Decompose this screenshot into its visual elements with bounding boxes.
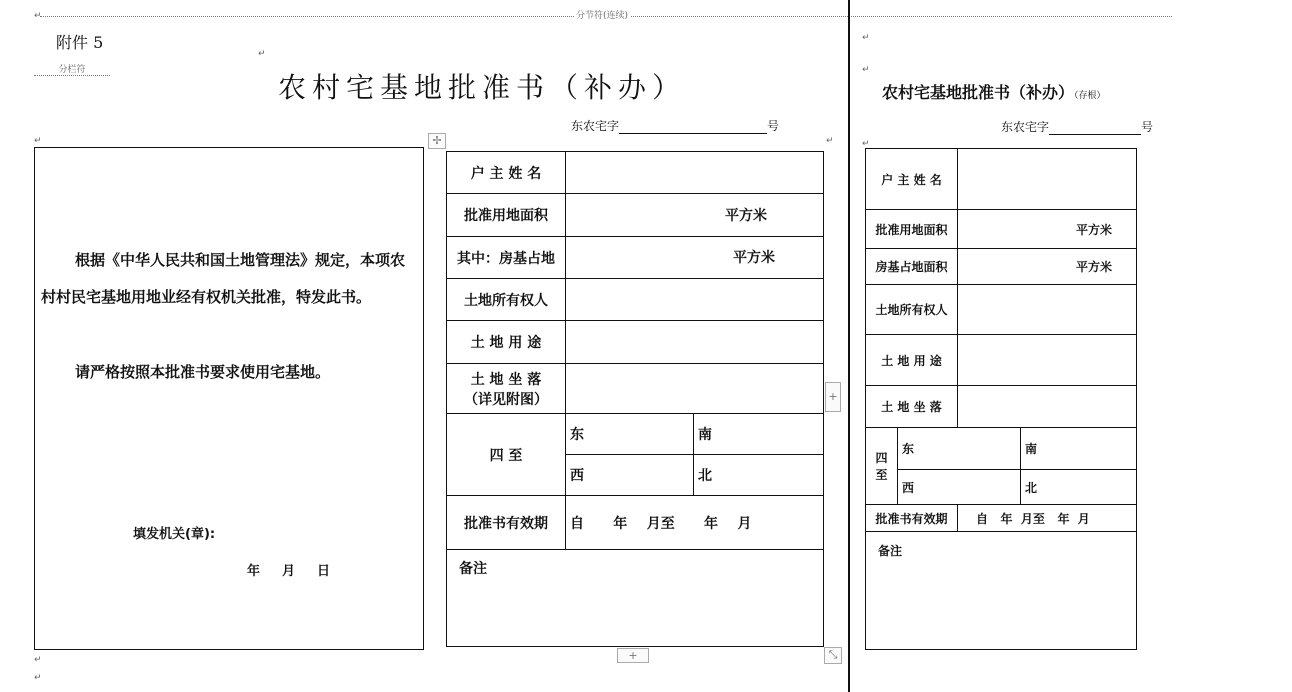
land-use-value[interactable] [566, 321, 824, 364]
approved-area-label: 批准用地面积 [447, 194, 566, 237]
land-location-note: （详见附图） [464, 391, 548, 408]
column-break-marker: 分栏符 [34, 62, 110, 76]
land-owner-label: 土地所有权人 [447, 279, 566, 321]
table-resize-icon[interactable]: ⤡ [824, 647, 842, 664]
stub-cert-prefix: 东农宅字 [1001, 120, 1050, 134]
stub-title-text: 农村宅基地批准书（补办） [882, 83, 1075, 102]
stub-remarks-cell[interactable] [866, 532, 1137, 650]
stub-table [865, 148, 1137, 650]
paragraph-mark: ↵ [826, 136, 834, 146]
land-use-label: 土 地 用 途 [447, 321, 566, 364]
stub-certificate-number-line [1001, 118, 1153, 135]
cert-prefix: 东农宅字 [571, 119, 620, 133]
cert-suffix: 号 [767, 119, 780, 133]
stub-south-boundary-cell[interactable] [1021, 428, 1137, 470]
stub-validity-value[interactable]: 自 年 月至 年 月 [958, 505, 1137, 532]
table-move-handle-icon[interactable]: ✢ [428, 133, 446, 149]
stub-west-label: 西 [902, 480, 915, 495]
stub-land-owner-value[interactable] [958, 285, 1137, 335]
issue-date-line [247, 560, 352, 579]
land-location-title: 土 地 坐 落 [470, 371, 542, 388]
stub-owner-name-label: 户 主 姓 名 [866, 149, 958, 210]
paragraph-mark: ↵ [862, 139, 870, 149]
stub-east-boundary-cell[interactable] [898, 428, 1021, 470]
house-footprint-unit[interactable]: 平方米 [566, 237, 824, 279]
instruction-paragraph: 请严格按照本批准书要求使用宅基地。 [75, 363, 331, 381]
paragraph-mark: ↵ [34, 11, 42, 21]
west-label: 西 [570, 468, 584, 484]
page-title: 农村宅基地批准书（补办） [278, 71, 687, 104]
stub-validity-label: 批准书有效期 [866, 505, 958, 532]
statement-paragraph: 根据《中华人民共和国土地管理法》规定，本项农村村民宅基地用地业经有权机关批准，特发此书。 [41, 251, 406, 306]
paragraph-mark: ↵ [862, 33, 870, 43]
stub-south-label: 南 [1025, 442, 1038, 456]
south-label: 南 [698, 427, 712, 443]
date-month: 月 [282, 564, 296, 579]
approved-area-unit[interactable]: 平方米 [566, 194, 824, 237]
cert-number-blank[interactable] [619, 122, 767, 134]
stub-north-boundary-cell[interactable] [1021, 470, 1137, 505]
stub-land-location-value[interactable] [958, 386, 1137, 428]
date-year: 年 [247, 564, 261, 579]
add-column-button[interactable]: + [825, 382, 841, 412]
stub-title [882, 80, 1106, 103]
add-row-button[interactable]: + [617, 648, 649, 663]
paragraph-mark: ↵ [34, 655, 42, 665]
stub-land-use-value[interactable] [958, 335, 1137, 386]
remarks-cell[interactable] [447, 550, 824, 647]
east-boundary-cell[interactable] [566, 414, 694, 455]
validity-value[interactable]: 自 年 月至 年 月 [566, 496, 824, 550]
stub-cert-suffix: 号 [1141, 120, 1154, 134]
boundaries-label: 四 至 [447, 414, 566, 496]
north-boundary-cell[interactable] [694, 455, 824, 496]
certificate-statement-panel [34, 147, 424, 650]
stub-east-label: 东 [902, 442, 915, 456]
stub-boundaries-bottom: 至 [875, 468, 888, 482]
east-label: 东 [570, 427, 584, 443]
stub-approved-area-label: 批准用地面积 [866, 210, 958, 249]
certificate-table [446, 151, 824, 647]
section-break-label: 分节符(连续) [574, 8, 630, 21]
stub-house-footprint-label: 房基占地面积 [866, 249, 958, 285]
paragraph-mark: ↵ [34, 136, 42, 146]
stub-house-footprint-unit[interactable]: 平方米 [958, 249, 1137, 285]
stub-land-location-label: 土 地 坐 落 [866, 386, 958, 428]
paragraph-mark: ↵ [34, 673, 42, 683]
validity-label: 批准书有效期 [447, 496, 566, 550]
issuing-authority-label: 填发机关(章): [133, 527, 216, 542]
remarks-label: 备注 [459, 561, 487, 577]
attachment-label: 附件 5 [56, 33, 104, 52]
stub-west-boundary-cell[interactable] [898, 470, 1021, 505]
house-footprint-label: 其中：房基占地 [447, 237, 566, 279]
stub-title-note: （存根） [1074, 91, 1106, 101]
paragraph-mark: ↵ [258, 49, 266, 59]
owner-name-value[interactable] [566, 152, 824, 194]
paragraph-mark: ↵ [862, 65, 870, 75]
stub-boundaries-top: 四 [875, 451, 888, 465]
stub-boundaries-label [866, 428, 898, 505]
south-boundary-cell[interactable] [694, 414, 824, 455]
stub-owner-name-value[interactable] [958, 149, 1137, 210]
certificate-number-line [571, 117, 779, 134]
stub-land-use-label: 土 地 用 途 [866, 335, 958, 386]
stub-land-owner-label: 土地所有权人 [866, 285, 958, 335]
stub-remarks-label: 备注 [878, 544, 903, 558]
stub-cert-number-blank[interactable] [1049, 123, 1141, 135]
land-location-value[interactable] [566, 364, 824, 414]
land-location-label [447, 364, 566, 414]
land-owner-value[interactable] [566, 279, 824, 321]
stub-north-label: 北 [1025, 480, 1038, 495]
stub-approved-area-unit[interactable]: 平方米 [958, 210, 1137, 249]
west-boundary-cell[interactable] [566, 455, 694, 496]
date-day: 日 [317, 564, 331, 579]
column-divider [848, 0, 850, 692]
north-label: 北 [698, 468, 712, 484]
owner-name-label: 户 主 姓 名 [447, 152, 566, 194]
